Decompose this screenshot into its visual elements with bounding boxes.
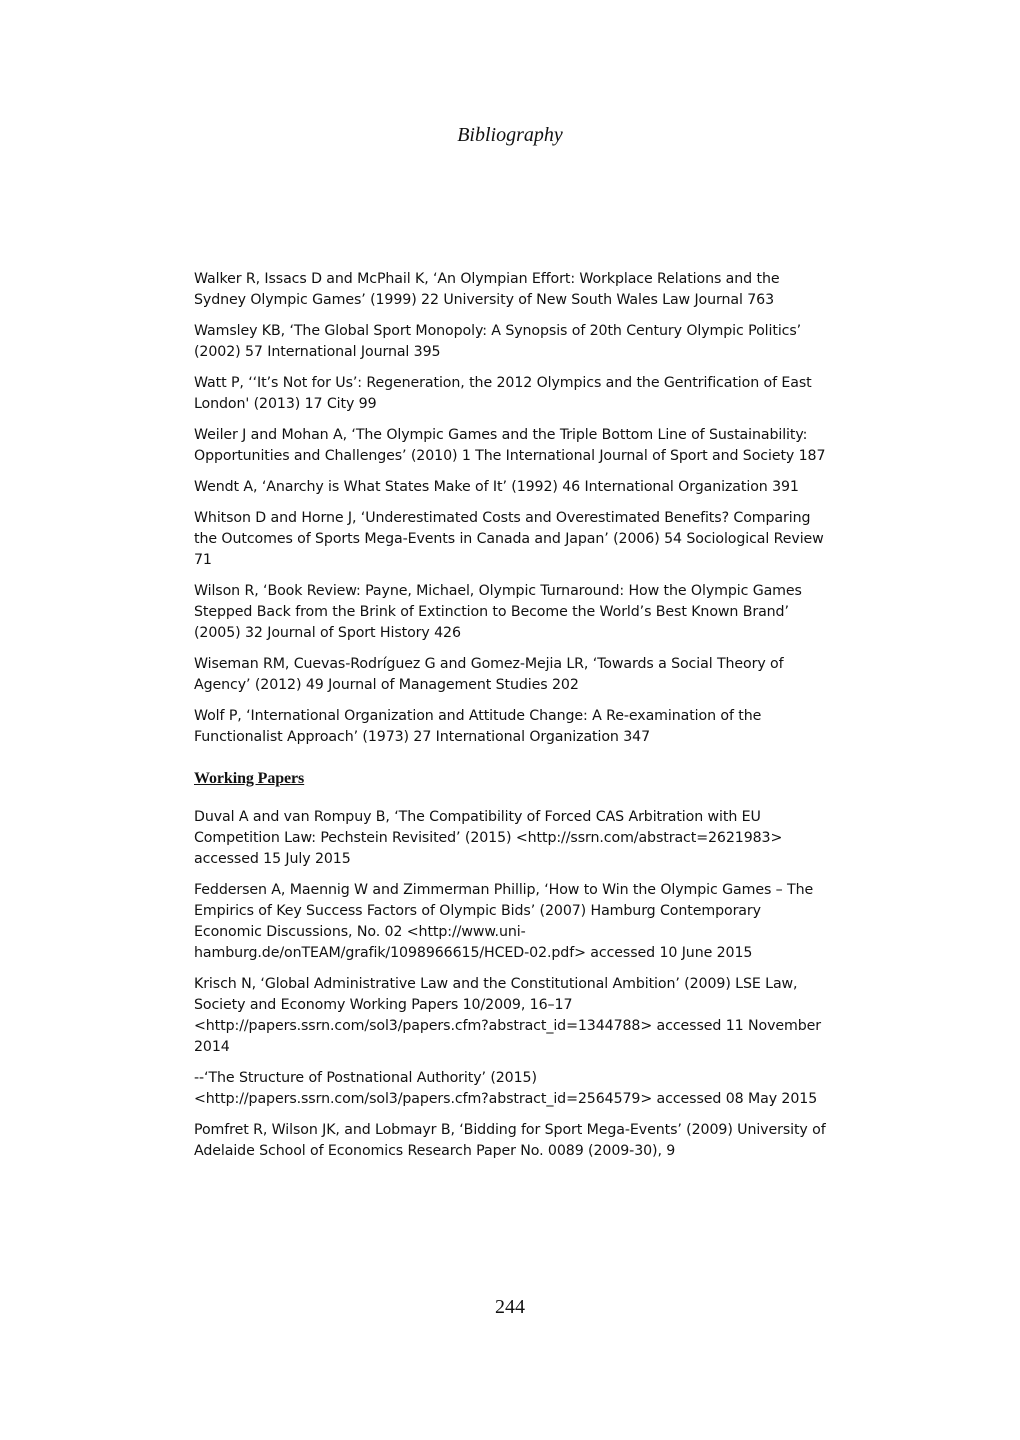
bibliography-entry: Wolf P, ‘International Organization and Attitude Change: A Re-examination of the Functionalist Approach’ (1973) 27 International Organization 347 [194, 708, 762, 745]
bibliography-entry: Wilson R, ‘Book Review: Payne, Michael, Olympic Turnaround: How the Olympic Games Stepped Back from the Brink of Extinction to Become the World’s Best Known Brand’ (2005) 32 Journal of Sport History 426 [194, 583, 802, 641]
working-paper-entry: Krisch N, ‘Global Administrative Law and the Constitutional Ambition’ (2009) LSE Law, Society and Economy Working Papers 10/2009, 16–17 <http://papers.ssrn.com/sol3/papers.cfm?abstract_id=1344788> accessed 11 November 2014 [194, 976, 821, 1055]
working-paper-entry: Duval A and van Rompuy B, ‘The Compatibility of Forced CAS Arbitration with EU Competition Law: Pechstein Revisited’ (2015) <http://ssrn.com/abstract=2621983> accessed 15 July 2015 [194, 809, 783, 867]
bibliography-content [194, 269, 829, 1172]
running-title: Bibliography [457, 124, 563, 146]
section-heading-working-papers: Working Papers [194, 770, 305, 787]
working-paper-entry: --‘The Structure of Postnational Authority’ (2015) <http://papers.ssrn.com/sol3/papers.cfm?abstract_id=2564579> accessed 08 May 2015 [194, 1070, 818, 1107]
bibliography-entry: Wendt A, ‘Anarchy is What States Make of It’ (1992) 46 International Organization 391 [194, 479, 799, 495]
page-number: 244 [495, 1296, 525, 1318]
working-paper-entry: Feddersen A, Maennig W and Zimmerman Phillip, ‘How to Win the Olympic Games – The Empirics of Key Success Factors of Olympic Bids’ (2007) Hamburg Contemporary Economic Discussions, No. 02 <http://www.uni-hamburg.de/onTEAM/grafik/1098966615/HCED-02.pdf> accessed 10 June 2015 [194, 882, 814, 961]
bibliography-entry: Walker R, Issacs D and McPhail K, ‘An Olympian Effort: Workplace Relations and the Sydney Olympic Games’ (1999) 22 University of New South Wales Law Journal 763 [194, 271, 780, 308]
bibliography-entry: Wamsley KB, ‘The Global Sport Monopoly: A Synopsis of 20th Century Olympic Politics’ (2002) 57 International Journal 395 [194, 323, 802, 360]
bibliography-entry: Watt P, ‘‘It’s Not for Us’: Regeneration, the 2012 Olympics and the Gentrification of East London' (2013) 17 City 99 [194, 375, 812, 412]
bibliography-entry: Wiseman RM, Cuevas-Rodríguez G and Gomez-Mejia LR, ‘Towards a Social Theory of Agency’ (2012) 49 Journal of Management Studies 202 [194, 656, 784, 693]
bibliography-entry: Weiler J and Mohan A, ‘The Olympic Games and the Triple Bottom Line of Sustainability: Opportunities and Challenges’ (2010) 1 The International Journal of Sport and Society 187 [194, 427, 826, 464]
bibliography-entry: Whitson D and Horne J, ‘Underestimated Costs and Overestimated Benefits? Comparing the Outcomes of Sports Mega-Events in Canada and Japan’ (2006) 54 Sociological Review 71 [194, 510, 824, 568]
working-paper-entry: Pomfret R, Wilson JK, and Lobmayr B, ‘Bidding for Sport Mega-Events’ (2009) University of Adelaide School of Economics Research Paper No. 0089 (2009-30), 9 [194, 1122, 826, 1159]
